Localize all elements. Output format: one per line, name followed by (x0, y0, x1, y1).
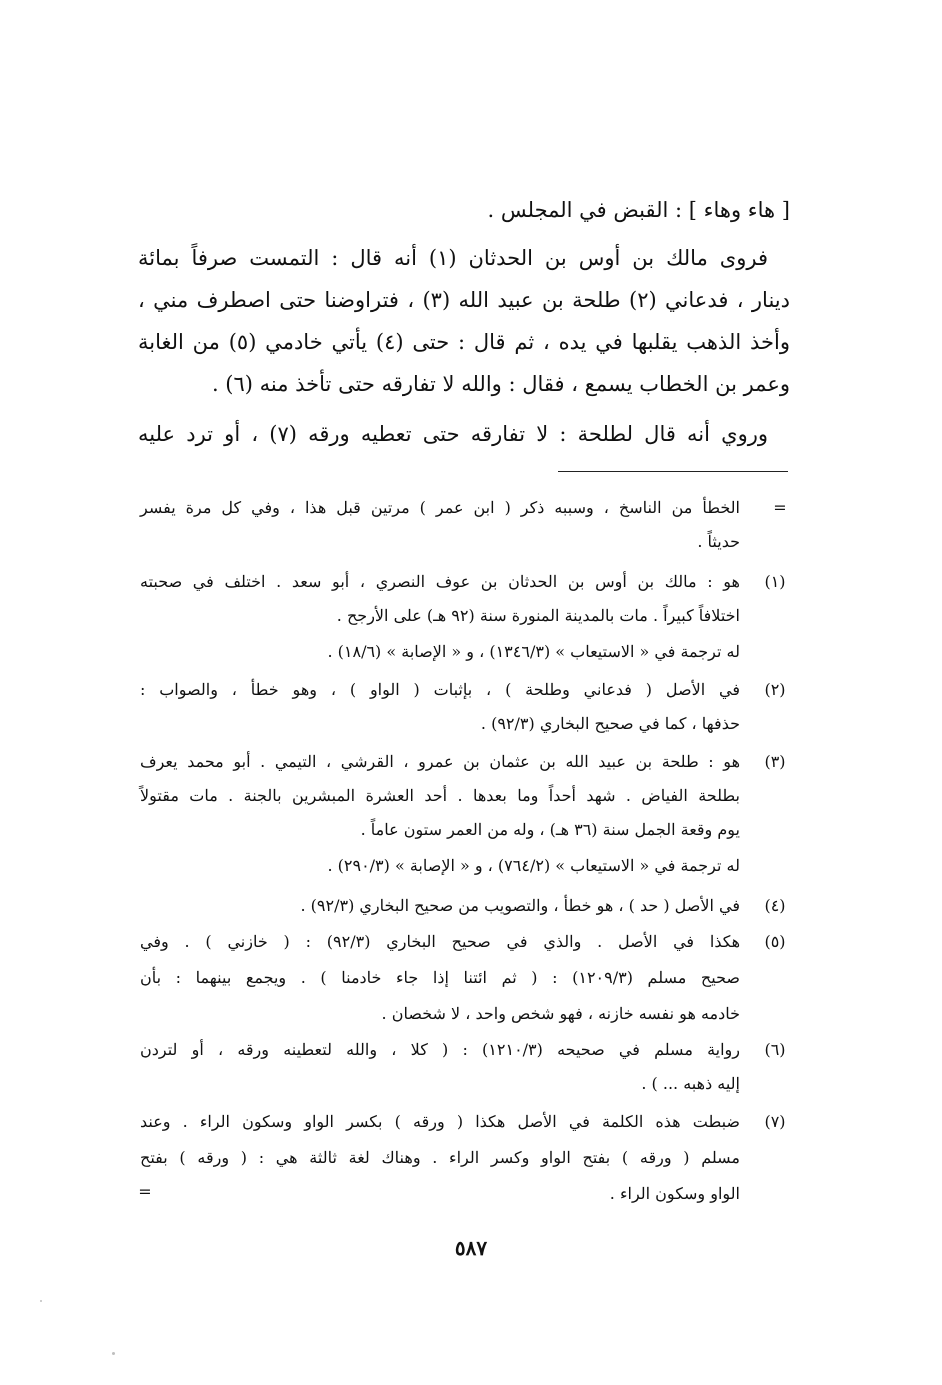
footnote-line: الواو وسكون الراء . (609, 1184, 740, 1203)
scan-speck (112, 1352, 115, 1355)
footnote-line: ضبطت هذه الكلمة في الأصل هكذا ( ورقه ) بكسر الواو وسكون الراء . وعند (140, 1112, 740, 1131)
body-line: وأخذ الذهب يقلبها في يده ، ثم قال : حتى (٤) يأتي خادمي (٥) من الغابة (138, 330, 790, 354)
footnote-number: = (773, 498, 787, 517)
footnote-line: رواية مسلم في صحيحه (١٢١٠/٣) : ( كلا ، والله لتعطينه ورقه ، أو لتردن (140, 1040, 741, 1059)
footnote-number: (١) (764, 572, 786, 591)
footnote-line: خادمه هو نفسه خازنه ، فهو شخص واحد ، لا شخصان . (381, 1004, 740, 1023)
continuation-mark: = (138, 1182, 152, 1201)
footnote-line: اختلافاً كبيراً . مات بالمدينة المنورة سنة (٩٢ هـ) على الأرجح . (336, 606, 740, 625)
footnote-line: مسلم ( ورقه ) بفتح الواو وكسر الراء . وهناك لغة ثالثة هي : ( ورقه ) بفتح (140, 1148, 741, 1167)
body-line: دينار ، فدعاني (٢) طلحة بن عبيد الله (٣) ، فتراوضنا حتى اصطرف مني ، (138, 288, 790, 312)
body-line: وروي أنه قال لطلحة : لا تفارقه حتى تعطيه ورقه (٧) ، أو ترد عليه (138, 422, 769, 446)
footnote-number: (٣) (764, 752, 786, 771)
footnote-line: حديثاً . (697, 532, 740, 551)
footnote-number: (٦) (764, 1040, 786, 1059)
footnote-line: هكذا في الأصل . والذي في صحيح البخاري (٩٢/٣) : ( خازني ) . وفي (140, 932, 741, 951)
footnote-number: (٧) (764, 1112, 786, 1131)
scan-speck (40, 1300, 42, 1302)
footnote-line: هو : مالك بن أوس بن الحدثان بن عوف النصري ، أبو سعد . اختلف في صحبته (140, 572, 740, 591)
footnote-line: الخطأ من الناسخ ، وسببه ذكر ( ابن عمر ) مرتين قبل هذا ، وفي كل مرة يفسر (140, 498, 740, 517)
section-heading: [ هاء وهاء ] : القبض في المجلس . (487, 198, 790, 222)
footnote-line: في الأصل ( فدعاني وطلحة ) ، بإثبات ( الواو ) ، وهو خطأ ، والصواب : (140, 680, 740, 699)
footnote-line: صحيح مسلم (١٢٠٩/٣) : ( ثم ائتنا إذا جاء خادمنا ) . ويجمع بينهما : بأن (140, 968, 741, 987)
footnote-line: حذفها ، كما في صحيح البخاري (٩٢/٣) . (480, 714, 740, 733)
footnote-line: إليه ذهبه ... ) . (641, 1074, 740, 1093)
body-line: وعمر بن الخطاب يسمع ، فقال : والله لا تفارقه حتى تأخذ منه (٦) . (211, 372, 790, 396)
body-line: فروى مالك بن أوس بن الحدثان (١) أنه قال : التمست صرفاً بمائة (138, 246, 768, 270)
footnote-line: له ترجمة في « الاستيعاب » (٧٦٤/٢) ، و « الإصابة » (٢٩٠/٣) . (327, 856, 740, 875)
page-number: ٥٨٧ (454, 1236, 488, 1260)
footnote-number: (٢) (764, 680, 786, 699)
footnote-separator (558, 471, 788, 472)
footnote-number: (٥) (764, 932, 786, 951)
footnote-line: بطلحة الفياض . شهد أحداً وما بعدها . أحد العشرة المبشرين بالجنة . مات مقتولاً (140, 786, 740, 805)
footnote-line: يوم وقعة الجمل سنة (٣٦ هـ) ، وله من العمر ستون عاماً . (360, 820, 740, 839)
footnote-number: (٤) (764, 896, 786, 915)
footnote-line: هو : طلحة بن عبيد الله بن عثمان بن عمرو ، القرشي ، التيمي . أبو محمد يعرف (140, 752, 740, 771)
footnote-line: له ترجمة في « الاستيعاب » (١٣٤٦/٣) ، و « الإصابة » (١٨/٦) . (327, 642, 740, 661)
footnote-line: في الأصل ( حد ) ، هو خطأ ، والتصويب من صحيح البخاري (٩٢/٣) . (300, 896, 740, 915)
